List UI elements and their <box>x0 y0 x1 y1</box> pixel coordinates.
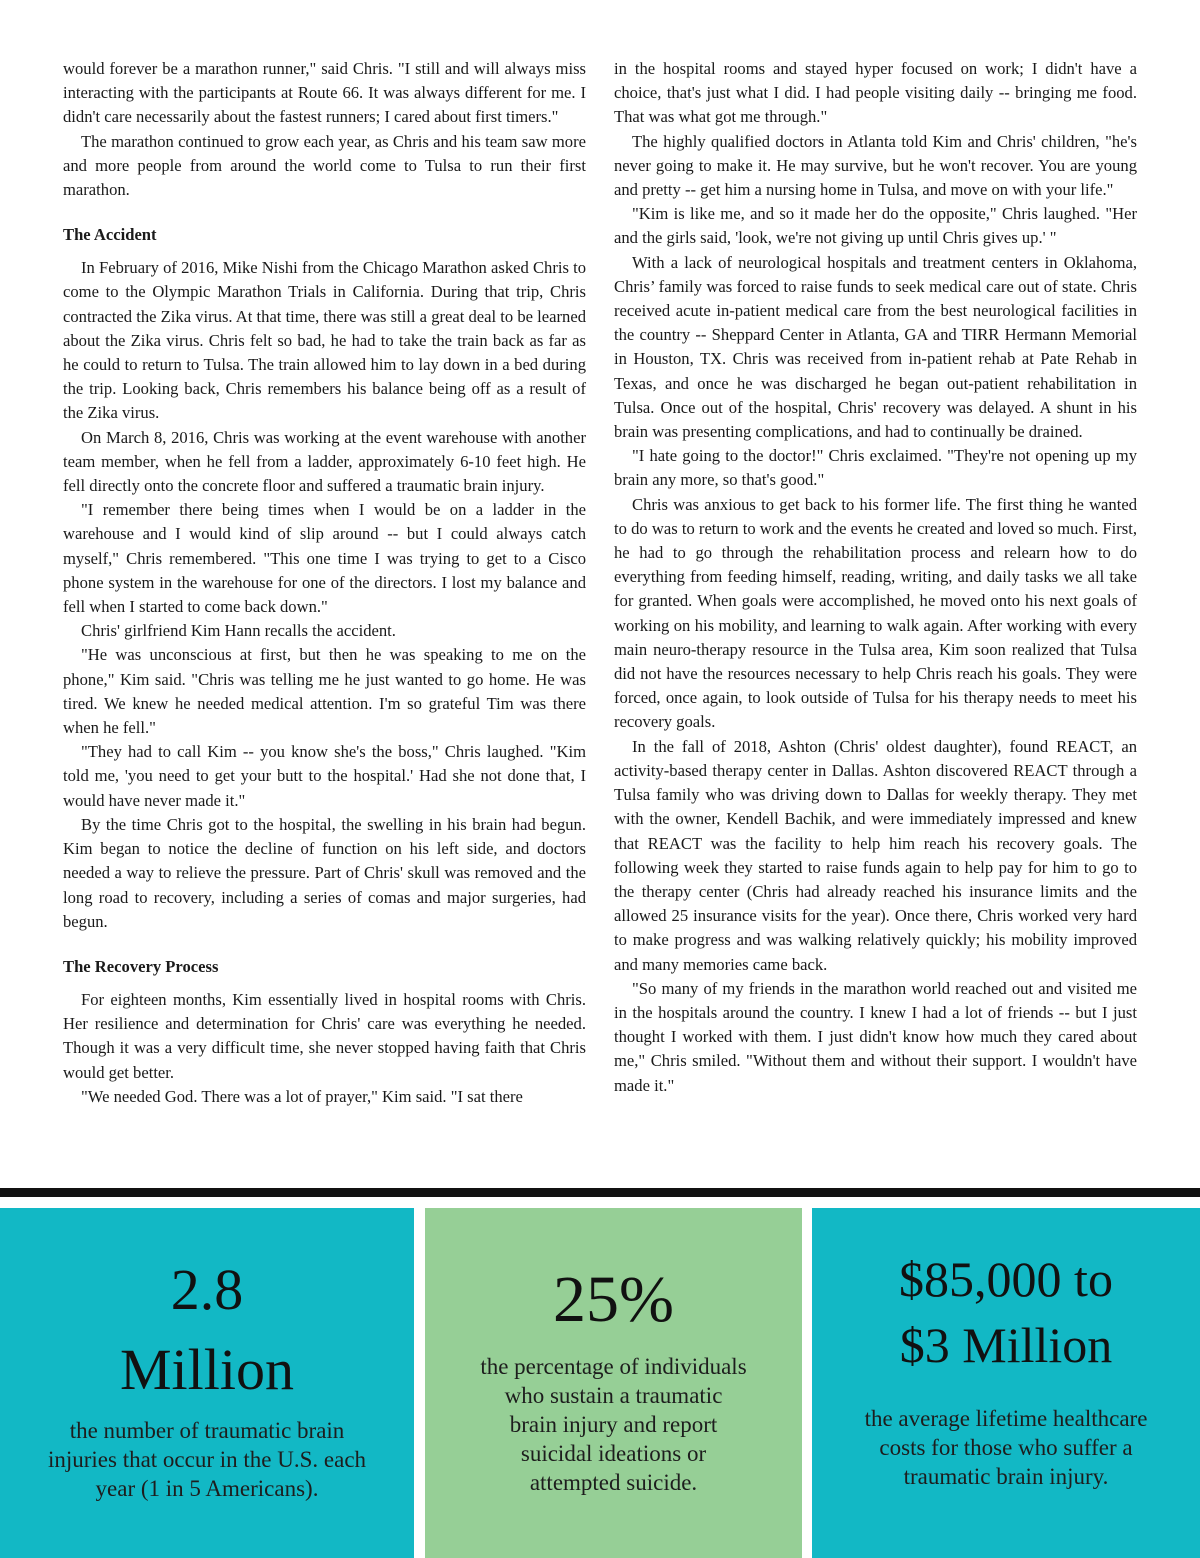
stat-desc-line: attempted suicide. <box>529 1470 698 1495</box>
paragraph: The highly qualified doctors in Atlanta told Kim and Chris' children, "he's never going to make it. He may survive, but he won't recover. You are young and pretty -- get him a nursing home in Tulsa, and move on with your life." <box>614 131 1137 200</box>
stat-box-tbi-count <box>0 1208 414 1558</box>
stat-description <box>425 1352 802 1497</box>
paragraph: "We needed God. There was a lot of prayer," Kim said. "I sat there <box>81 1086 523 1106</box>
paragraph: In the fall of 2018, Ashton (Chris' oldest daughter), found REACT, an activity-based therapy center in Dallas. Ashton discovered REACT through a Tulsa family who was driving down to Dallas for weekly therapy. They met with the owner, Kendell Bachik, and were immediately impressed and knew that REACT was the facility to help him reach his recovery goals. The following week they started to raise funds again to help pay for him to go to the therapy center (Chris had already reached his insurance limits and the allowed 25 insurance visits for the year). Once there, Chris worked very hard to make progress and was walking relatively quickly; his mobility improved and many memories came back. <box>614 736 1137 974</box>
paragraph: In February of 2016, Mike Nishi from the Chicago Marathon asked Chris to come to the Olympic Marathon Trials in California. During that trip, Chris contracted the Zika virus. At that time, there was still a great deal to be learned about the Zika virus. Chris felt so bad, he had to take the train back as far as he could to return to Tulsa. The train allowed him to lay down in a bed during the trip. Looking back, Chris remembers his balance being off as a result of the Zika virus. <box>63 258 586 423</box>
paragraph: The marathon continued to grow each year, as Chris and his team saw more and more people from around the world come to Tulsa to run their first marathon. <box>63 131 586 200</box>
paragraph: Chris' girlfriend Kim Hann recalls the accident. <box>81 621 396 641</box>
paragraph: would forever be a marathon runner," said Chris. "I still and will always miss interacting with the participants at Route 66. It was always different for me. I didn't care necessarily about the fastest runners; I cared about first timers." <box>63 59 586 127</box>
paragraph: "So many of my friends in the marathon world reached out and visited me in the hospitals around the country. I knew I had a lot of friends -- but I just thought I worked with them. I just didn't know how much they cared about me," Chris smiled. "Without them and without their support. I wouldn't have made it." <box>614 978 1137 1095</box>
stat-desc-line: brain injury and report <box>509 1412 718 1437</box>
paragraph: "Kim is like me, and so it made her do the opposite," Chris laughed. "Her and the girls said, 'look, we're not giving up until Chris gives up.' " <box>614 204 1137 248</box>
section-heading: The Accident <box>63 225 157 245</box>
stat-desc-line: the percentage of individuals <box>480 1354 747 1379</box>
stat-figure-line: 25% <box>553 1263 674 1336</box>
paragraph: Chris was anxious to get back to his former life. The first thing he wanted to do was to return to work and the events he created and loved so much. First, he had to go through the rehabilitation process and relearn how to do everything from feeding himself, reading, writing, and daily tasks we all take for granted. When goals were accomplished, he moved onto his next goals of working on his mobility, and learning to walk again. After working with every main neuro-therapy resource in the Tulsa area, Kim soon realized that Tulsa did not have the resources necessary to help Chris reach his goals. They were forced, once again, to look outside of Tulsa for his therapy needs to meet his recovery goals. <box>614 494 1137 732</box>
stat-box-suicide-percentage <box>425 1208 802 1558</box>
paragraph: "He was unconscious at first, but then he was speaking to me on the phone," Kim said. "Chris was telling me he just wanted to go home. He was tired. We knew he needed medical attention. I'm so grateful Tim was there when he fell." <box>63 645 586 738</box>
paragraph: "I hate going to the doctor!" Chris exclaimed. "They're not opening up my brain any more, so that's good." <box>614 446 1137 490</box>
stat-figure-line: $3 Million <box>899 1317 1113 1373</box>
paragraph: in the hospital rooms and stayed hyper focused on work; I didn't have a choice, that's just what I did. I had people visiting daily -- bringing me food. That was what got me through." <box>614 59 1137 127</box>
stat-desc-line: traumatic brain injury. <box>903 1464 1109 1489</box>
paragraph: By the time Chris got to the hospital, the swelling in his brain had begun. Kim began to notice the decline of function on his left side, and doctors needed a way to relieve the pressure. Part of Chris' skull was removed and the long road to recovery, including a series of comas and major surgeries, had begun. <box>63 814 586 931</box>
stat-figure <box>812 1246 1200 1378</box>
stat-figure-line: $85,000 to <box>899 1251 1113 1307</box>
stat-desc-line: the number of traumatic brain <box>69 1418 345 1443</box>
stat-figure <box>0 1250 414 1410</box>
stat-box-lifetime-costs <box>812 1208 1200 1558</box>
article-column-right <box>614 57 1137 1098</box>
stat-desc-line: injuries that occur in the U.S. each <box>47 1447 367 1472</box>
paragraph: On March 8, 2016, Chris was working at the event warehouse with another team member, when he fell from a ladder, approximately 6-10 feet high. He fell directly onto the concrete floor and suffered a traumatic brain injury. <box>63 427 586 496</box>
section-heading: The Recovery Process <box>63 956 219 976</box>
stat-desc-line: who sustain a traumatic <box>504 1383 723 1408</box>
stat-description <box>0 1416 414 1503</box>
paragraph: For eighteen months, Kim essentially lived in hospital rooms with Chris. Her resilience and determination for Chris' care was everything he needed. Though it was a very difficult time, she never stopped having faith that Chris would get better. <box>63 989 586 1082</box>
stats-band <box>0 1197 1200 1558</box>
stat-figure <box>425 1260 802 1340</box>
stat-desc-line: the average lifetime healthcare <box>864 1406 1148 1431</box>
paragraph: "I remember there being times when I would be on a ladder in the warehouse and I would kind of slip around -- but I could always catch myself," Chris remembered. "This one time I was trying to get to a Cisco phone system in the warehouse for one of the directors. I lost my balance and fell when I started to come back down." <box>63 500 586 617</box>
paragraph: With a lack of neurological hospitals and treatment centers in Oklahoma, Chris’ family was forced to raise funds to seek medical care out of state. Chris received acute in-patient medical care from the best neurological facilities in the country -- Sheppard Center in Atlanta, GA and TIRR Hermann Memorial in Houston, TX. Chris was received from in-patient rehab at Pate Rehab in Texas, and once he was discharged he began out-patient rehabilitation in Tulsa. Once out of the hospital, Chris' recovery was delayed. A shunt in his brain was presenting complications, and had to continually be drained. <box>614 252 1137 442</box>
stat-figure-line: 2.8 <box>170 1257 244 1322</box>
stat-desc-line: costs for those who suffer a <box>879 1435 1133 1460</box>
stat-description <box>812 1404 1200 1491</box>
section-divider <box>0 1188 1200 1197</box>
stat-desc-line: suicidal ideations or <box>520 1441 707 1466</box>
paragraph: "They had to call Kim -- you know she's the boss," Chris laughed. "Kim told me, 'you need to get your butt to the hospital.' Had she not done that, I would have never made it." <box>63 742 586 810</box>
stat-figure-line: Million <box>119 1337 295 1402</box>
article-column-left <box>63 57 586 1109</box>
stat-desc-line: year (1 in 5 Americans). <box>95 1476 319 1501</box>
